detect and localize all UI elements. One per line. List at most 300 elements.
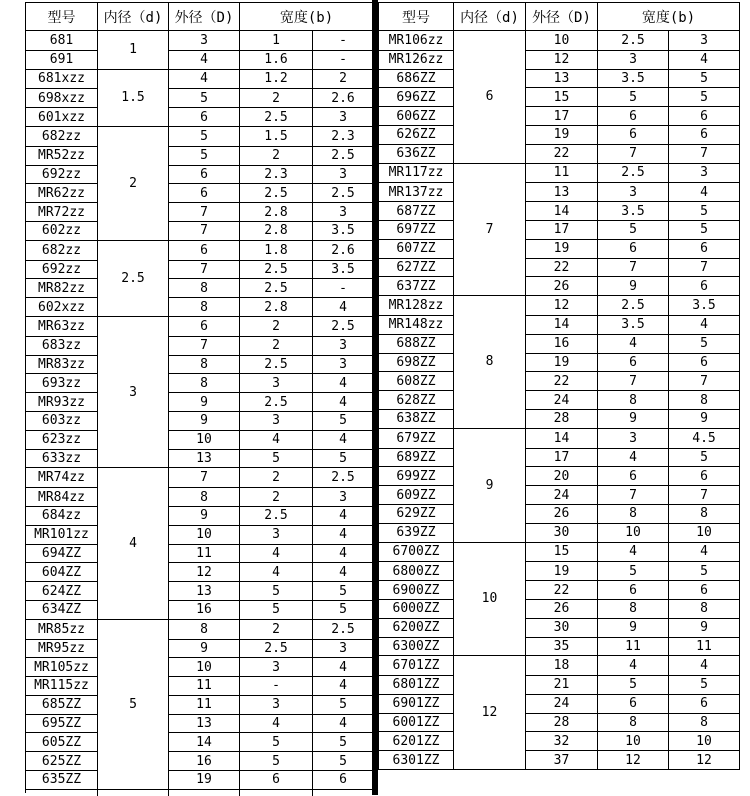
width-b1-cell: 3 — [598, 429, 669, 448]
width-b2-cell: 4 — [700, 317, 708, 333]
width-b1-cell: 5 — [240, 733, 313, 751]
model-column — [379, 543, 454, 656]
table-row — [526, 750, 739, 769]
width-b2-cell: 4 — [700, 544, 708, 560]
outer-diameter-cell: 30 — [526, 619, 598, 637]
header-model: 型号 — [379, 3, 454, 30]
model-cell: 624ZZ — [26, 581, 97, 600]
outer-diameter-cell: 4 — [169, 51, 240, 69]
table-row — [169, 336, 373, 355]
width-b2-cell: 4 — [339, 432, 347, 448]
model-cell: MR128zz — [388, 298, 444, 314]
width-b2-cell: 10 — [696, 733, 712, 749]
width-b1-cell: 5 — [598, 221, 669, 239]
dimension-rows — [169, 241, 373, 316]
table-row — [169, 430, 373, 449]
width-b1-cell: 2.5 — [240, 108, 313, 126]
width-b1-cell: 7 — [598, 372, 669, 390]
model-cell: 697ZZ — [379, 220, 453, 239]
inner-diameter-group — [26, 31, 373, 70]
width-b1-cell: 11 — [598, 638, 669, 656]
width-b2-cell: 5 — [339, 413, 347, 429]
width-b2-cell: 3 — [339, 109, 347, 125]
outer-diameter-cell: 3 — [169, 31, 240, 50]
table-row — [169, 260, 373, 279]
model-cell: 679ZZ — [396, 430, 436, 446]
outer-diameter-cell: 14 — [526, 316, 598, 334]
outer-diameter-cell: 19 — [526, 562, 598, 580]
dimension-rows — [526, 543, 739, 656]
table-row — [526, 390, 739, 409]
table-row — [526, 409, 739, 428]
model-column — [26, 241, 98, 316]
width-b1-cell: 6 — [240, 771, 313, 789]
outer-diameter-cell: 7 — [169, 468, 240, 487]
table-row — [526, 164, 739, 183]
model-cell: 6000ZZ — [379, 599, 453, 618]
width-b2-cell: 8 — [700, 392, 708, 408]
outer-diameter-cell: 28 — [526, 714, 598, 732]
width-b2-cell: 3 — [339, 166, 347, 182]
inner-diameter-group — [379, 296, 739, 429]
width-b2-cell: 7 — [700, 146, 708, 162]
model-cell: 682zz — [41, 242, 82, 258]
width-b2-cell: 4 — [339, 299, 347, 315]
width-b1-cell: 4 — [240, 563, 313, 581]
outer-diameter-cell: 21 — [526, 676, 598, 694]
table-row — [169, 165, 373, 184]
width-b2-cell: 6 — [700, 278, 708, 294]
outer-diameter-cell: 13 — [526, 70, 598, 88]
width-b2-cell: 4 — [700, 658, 708, 674]
width-b2-cell: 5 — [339, 734, 347, 750]
outer-diameter-cell: 10 — [526, 31, 598, 50]
outer-diameter-cell: 9 — [169, 640, 240, 658]
model-cell: MR72zz — [26, 202, 97, 221]
width-b2-cell: 5 — [700, 677, 708, 693]
table-row — [169, 373, 373, 392]
model-cell: 6700ZZ — [392, 544, 440, 560]
width-b1-cell: 2.5 — [598, 31, 669, 50]
width-b2-cell: 4 — [339, 678, 347, 694]
width-b1-cell: 8 — [598, 600, 669, 618]
table-row — [169, 639, 373, 658]
model-cell: 6900ZZ — [379, 580, 453, 599]
width-b1-cell: 3.5 — [598, 202, 669, 220]
header-width: 宽度(b) — [641, 9, 696, 26]
width-b2-cell: 4 — [339, 545, 347, 561]
width-b2-cell: 5 — [339, 697, 347, 713]
table-row — [526, 182, 739, 201]
outer-diameter-cell: 19 — [169, 771, 240, 789]
width-b1-cell: 4 — [240, 715, 313, 733]
dimension-rows — [169, 468, 373, 618]
model-cell: 602xzz — [26, 297, 97, 316]
width-b2-cell: 4 — [339, 659, 347, 675]
inner-diameter-cell: 2 — [98, 127, 169, 240]
width-b1-cell: 5 — [598, 676, 669, 694]
model-cell: MR95zz — [26, 639, 97, 658]
outer-diameter-cell: 22 — [526, 372, 598, 390]
table-row — [169, 581, 373, 600]
width-b2-cell: 7 — [700, 373, 708, 389]
table-row — [526, 485, 739, 504]
width-b2-cell: 11 — [696, 638, 712, 654]
width-b1-cell: 2 — [240, 620, 313, 639]
model-cell: 601xzz — [26, 107, 97, 126]
width-b1-cell: 2.5 — [598, 164, 669, 183]
model-cell: 695ZZ — [26, 714, 97, 733]
model-cell: MR62zz — [26, 183, 97, 202]
width-b1-cell: 5 — [240, 752, 313, 770]
table-row — [169, 600, 373, 619]
width-b1-cell: 6 — [598, 581, 669, 599]
width-b1-cell: 8 — [598, 505, 669, 523]
outer-diameter-cell: 22 — [526, 259, 598, 277]
table-row — [526, 523, 739, 542]
width-b1-cell: 9 — [598, 619, 669, 637]
width-b2-cell: 6 — [700, 354, 708, 370]
model-cell: MR117zz — [388, 165, 444, 181]
table-row — [526, 618, 739, 637]
outer-diameter-cell: 30 — [526, 524, 598, 542]
inner-diameter-group — [26, 70, 373, 127]
model-cell: MR148zz — [379, 315, 453, 334]
outer-diameter-cell: 13 — [526, 183, 598, 201]
outer-diameter-cell: 35 — [526, 638, 598, 656]
width-b2-cell: 8 — [700, 506, 708, 522]
width-b2-cell: 4 — [339, 508, 347, 524]
width-b1-cell: 6 — [598, 467, 669, 485]
header-model: 型号 — [26, 3, 98, 30]
width-b2-cell: 3.5 — [331, 223, 355, 239]
inner-diameter-cell: 1.5 — [98, 70, 169, 126]
model-cell: 606ZZ — [379, 106, 453, 125]
model-cell: MR63zz — [38, 318, 85, 334]
bearing-spec-table-right — [378, 2, 740, 770]
model-cell: 688ZZ — [379, 334, 453, 353]
outer-diameter-cell: 8 — [169, 620, 240, 639]
width-b2-cell: 4 — [339, 394, 347, 410]
bearing-spec-table-left — [25, 2, 373, 793]
outer-diameter-cell: 19 — [526, 354, 598, 372]
inner-diameter-cell: 3 — [98, 317, 169, 467]
table-header — [26, 3, 373, 31]
model-cell: 634ZZ — [26, 600, 97, 619]
width-b2-cell: 5 — [339, 602, 347, 618]
dimension-rows — [169, 31, 373, 69]
model-column — [26, 31, 98, 69]
width-b1-cell: 9 — [598, 277, 669, 295]
width-b2-cell: 2.5 — [331, 470, 355, 486]
table-row — [526, 258, 739, 277]
dimension-rows — [169, 317, 373, 467]
width-b1-cell: 3 — [598, 183, 669, 201]
outer-diameter-cell: 10 — [169, 526, 240, 544]
model-cell: 6001ZZ — [379, 713, 453, 732]
model-cell: MR93zz — [26, 392, 97, 411]
table-row — [169, 770, 373, 789]
outer-diameter-cell: 10 — [169, 658, 240, 676]
table-row — [526, 599, 739, 618]
width-b1-cell: 2 — [240, 89, 313, 107]
table-row — [526, 106, 739, 125]
model-cell: 696ZZ — [379, 87, 453, 106]
width-b2-cell: 4 — [339, 527, 347, 543]
model-cell: MR106zz — [388, 32, 444, 48]
width-b1-cell: 6 — [598, 240, 669, 258]
outer-diameter-cell: 20 — [526, 467, 598, 485]
inner-diameter-cell: 10 — [454, 543, 526, 656]
table-row — [169, 297, 373, 316]
table-row — [526, 201, 739, 220]
inner-diameter-group — [26, 620, 373, 790]
model-cell: 607ZZ — [379, 239, 453, 258]
model-cell: 699ZZ — [379, 466, 453, 485]
model-cell: 692zz — [26, 165, 97, 184]
width-b2-cell: 7 — [700, 259, 708, 275]
inner-diameter-group — [26, 317, 373, 468]
model-column — [379, 296, 454, 428]
model-column — [26, 468, 98, 618]
width-b2-cell: 4 — [700, 184, 708, 200]
width-b1-cell: 10 — [598, 524, 669, 542]
dimension-rows — [169, 127, 373, 240]
model-cell: MR82zz — [26, 278, 97, 297]
outer-diameter-cell: 7 — [169, 222, 240, 240]
width-b1-cell: 4 — [240, 545, 313, 563]
model-cell: MR105zz — [26, 657, 97, 676]
width-b1-cell: 2.5 — [240, 507, 313, 525]
width-b1-cell: 6 — [598, 126, 669, 144]
width-b1-cell: 4 — [598, 335, 669, 353]
table-row — [526, 731, 739, 750]
model-cell: 637ZZ — [379, 276, 453, 295]
width-b2-cell: 5 — [339, 583, 347, 599]
table-row — [526, 69, 739, 88]
width-b2-cell: 3.5 — [692, 298, 716, 314]
width-b1-cell: - — [240, 677, 313, 695]
outer-diameter-cell: 6 — [169, 108, 240, 126]
width-b1-cell: 2.5 — [598, 296, 669, 315]
inner-diameter-group — [26, 127, 373, 241]
model-cell: 6901ZZ — [379, 694, 453, 713]
header-width: 宽度(b) — [279, 9, 334, 26]
table-row — [169, 50, 373, 69]
table-row — [169, 221, 373, 240]
table-row — [169, 278, 373, 297]
model-cell: 602zz — [26, 221, 97, 240]
inner-diameter-group — [379, 164, 739, 297]
outer-diameter-cell: 14 — [526, 429, 598, 448]
width-b1-cell: 6 — [598, 354, 669, 372]
width-b1-cell: 1.5 — [240, 127, 313, 146]
model-cell: 692zz — [26, 260, 97, 279]
outer-diameter-cell: 12 — [169, 563, 240, 581]
model-cell: 639ZZ — [379, 523, 453, 542]
table-row — [526, 220, 739, 239]
width-b1-cell: 7 — [598, 259, 669, 277]
outer-diameter-cell: 10 — [169, 431, 240, 449]
width-b2-cell: 3 — [339, 640, 347, 656]
width-b2-cell: 6 — [700, 696, 708, 712]
width-b2-cell: 3 — [339, 356, 347, 372]
width-b2-cell: 6 — [339, 772, 347, 788]
model-column — [26, 620, 98, 789]
model-cell: 6200ZZ — [379, 618, 453, 637]
outer-diameter-cell: 11 — [526, 164, 598, 183]
table-row — [169, 695, 373, 714]
inner-diameter-cell: 9 — [454, 429, 526, 542]
model-cell: MR85zz — [38, 621, 85, 637]
table-header — [379, 3, 739, 31]
model-cell: 6300ZZ — [379, 637, 453, 656]
model-cell: 6301ZZ — [379, 750, 453, 769]
outer-diameter-cell: 18 — [526, 656, 598, 675]
width-b2-cell: 6 — [700, 241, 708, 257]
table-row — [526, 429, 739, 448]
width-b2-cell: 4 — [339, 375, 347, 391]
table-row — [169, 411, 373, 430]
outer-diameter-cell: 14 — [526, 202, 598, 220]
width-b1-cell: 1.2 — [240, 70, 313, 89]
model-cell: 627ZZ — [379, 258, 453, 277]
width-b2-cell: 3 — [339, 204, 347, 220]
outer-diameter-cell: 8 — [169, 374, 240, 392]
table-row — [169, 620, 373, 639]
dimension-rows — [526, 656, 739, 769]
width-b1-cell: 5 — [598, 88, 669, 106]
model-cell: 625ZZ — [26, 751, 97, 770]
width-b2-cell: 7 — [700, 487, 708, 503]
width-b1-cell: 2 — [240, 317, 313, 336]
table-row — [169, 732, 373, 751]
table-body — [26, 31, 373, 790]
table-row — [526, 334, 739, 353]
width-b2-cell: 5 — [700, 70, 708, 86]
model-cell: 626ZZ — [379, 125, 453, 144]
outer-diameter-cell: 13 — [169, 582, 240, 600]
outer-diameter-cell: 11 — [169, 677, 240, 695]
model-cell: 628ZZ — [379, 390, 453, 409]
outer-diameter-cell: 22 — [526, 581, 598, 599]
table-row — [169, 127, 373, 146]
width-b1-cell: 7 — [598, 486, 669, 504]
table-row — [169, 714, 373, 733]
table-body — [379, 31, 739, 770]
model-cell: 629ZZ — [379, 504, 453, 523]
model-cell: 638ZZ — [379, 409, 453, 428]
model-cell: 686ZZ — [379, 69, 453, 88]
width-b1-cell: 3.5 — [598, 70, 669, 88]
outer-diameter-cell: 14 — [169, 733, 240, 751]
outer-diameter-cell: 24 — [526, 486, 598, 504]
width-b1-cell: 5 — [240, 601, 313, 619]
model-cell: 6800ZZ — [379, 561, 453, 580]
table-row — [526, 296, 739, 315]
model-cell: 693zz — [26, 373, 97, 392]
dimension-rows — [526, 296, 739, 428]
table-row — [526, 87, 739, 106]
width-b2-cell: 5 — [339, 753, 347, 769]
width-b1-cell: 10 — [598, 732, 669, 750]
inner-diameter-cell: 6 — [454, 31, 526, 163]
table-row — [169, 525, 373, 544]
model-cell: 685ZZ — [26, 695, 97, 714]
outer-diameter-cell: 26 — [526, 600, 598, 618]
width-b2-cell: 2.6 — [331, 242, 355, 258]
model-column — [379, 31, 454, 163]
table-row — [526, 675, 739, 694]
inner-diameter-group — [26, 241, 373, 317]
model-cell: 604ZZ — [26, 562, 97, 581]
model-cell: 605ZZ — [26, 732, 97, 751]
width-b2-cell: 4 — [339, 716, 347, 732]
outer-diameter-cell: 22 — [526, 145, 598, 163]
table-row — [526, 580, 739, 599]
outer-diameter-cell: 16 — [526, 335, 598, 353]
table-row — [169, 317, 373, 336]
model-column — [26, 70, 98, 126]
width-b2-cell: - — [339, 32, 347, 48]
inner-diameter-cell: 1 — [98, 31, 169, 69]
outer-diameter-cell: 15 — [526, 543, 598, 562]
model-cell: 636ZZ — [379, 144, 453, 163]
table-row — [169, 88, 373, 107]
table-row — [526, 371, 739, 390]
model-cell: 6801ZZ — [379, 675, 453, 694]
width-b2-cell: 2.5 — [331, 621, 355, 637]
table-row — [526, 50, 739, 69]
outer-diameter-cell: 12 — [526, 296, 598, 315]
table-row — [526, 276, 739, 295]
width-b1-cell: 2.5 — [240, 640, 313, 658]
width-b1-cell: 2.5 — [240, 261, 313, 279]
inner-diameter-cell: 12 — [454, 656, 526, 769]
width-b2-cell: 5 — [700, 449, 708, 465]
table-row — [169, 241, 373, 260]
outer-diameter-cell: 26 — [526, 505, 598, 523]
inner-diameter-cell: 4 — [98, 468, 169, 618]
table-row — [169, 506, 373, 525]
width-b1-cell: 3.5 — [598, 316, 669, 334]
width-b1-cell: 8 — [598, 714, 669, 732]
width-b2-cell: - — [339, 52, 347, 68]
outer-diameter-cell: 6 — [169, 166, 240, 184]
header-inner-diameter: 内径（d) — [98, 3, 169, 30]
outer-diameter-cell: 7 — [169, 337, 240, 355]
table-row — [169, 544, 373, 563]
model-cell: MR84zz — [26, 487, 97, 506]
inner-diameter-group — [26, 468, 373, 619]
model-column — [379, 429, 454, 542]
model-cell: 698xzz — [26, 88, 97, 107]
width-b1-cell: 9 — [598, 410, 669, 428]
table-row — [526, 637, 739, 656]
outer-diameter-cell: 24 — [526, 695, 598, 713]
outer-diameter-cell: 9 — [169, 393, 240, 411]
width-b2-cell: 6 — [700, 468, 708, 484]
outer-diameter-cell: 11 — [169, 545, 240, 563]
outer-diameter-cell: 13 — [169, 450, 240, 468]
width-b1-cell: 6 — [598, 695, 669, 713]
table-row — [526, 353, 739, 372]
width-b2-cell: 2.5 — [331, 185, 355, 201]
outer-diameter-cell: 26 — [526, 277, 598, 295]
width-b1-cell: 2.8 — [240, 222, 313, 240]
table-row — [169, 107, 373, 126]
width-b1-cell: 2 — [240, 337, 313, 355]
